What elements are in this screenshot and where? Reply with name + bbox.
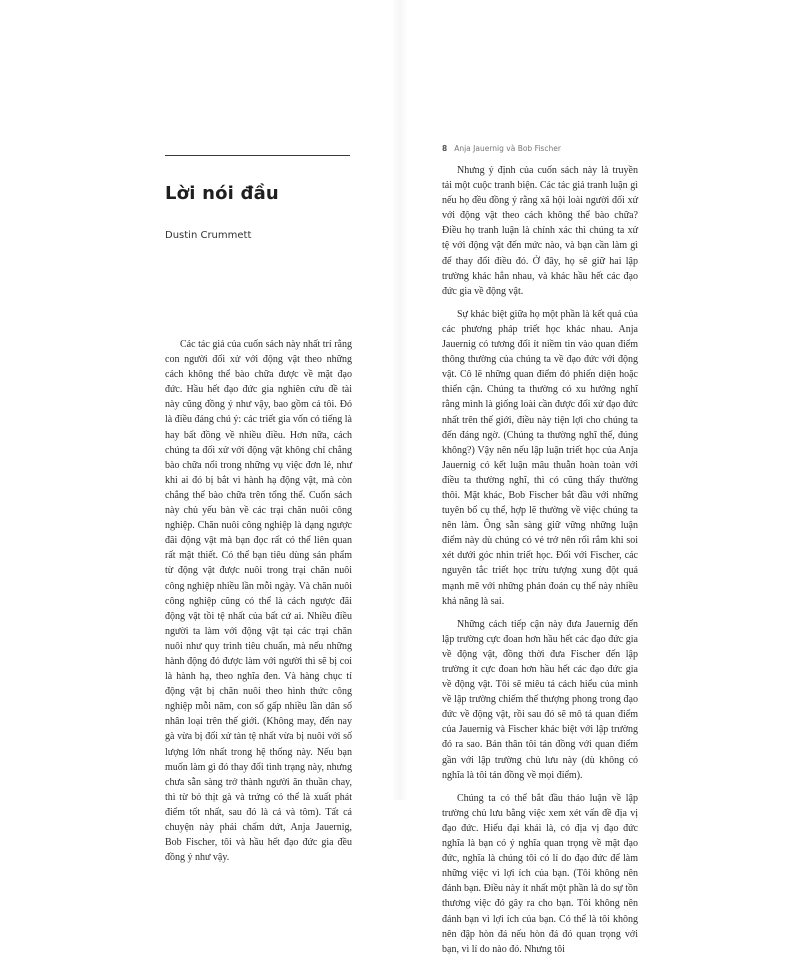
left-body-text [165,337,352,865]
paragraph: Chúng ta có thể bắt đầu thảo luận về lập trường chủ lưu bằng việc xem xét vấn đề địa vị đạo đức. Hiểu đại khái là, có địa vị đạo đức nghĩa là bạn có ý nghĩa quan trọng về mặt đạo đức, nghĩa là chúng tôi có lí do đạo đức để làm những việc vì lợi ích của bạn. (Tôi không nên đánh bạn. Điều này ít nhất một phần là do sự tồn thương việc đó gây ra cho bạn. Tôi không nên đánh bạn vì lợi ích của bạn. Có thể là tôi không nên đập hòn đá nếu hòn đá đó quan trọng với bạn, vì lí do nào đó. Nhưng tôi [442,792,638,955]
paragraph: Những cách tiếp cận này đưa Jauernig đến lập trường cực đoan hơn hầu hết các đạo đức gia về động vật, đồng thời đưa Fischer đến lập trường ít cực đoan hơn hầu hết các đạo đức gia về động vật. Tôi sẽ miêu tả cách hiểu của mình về lập trường chiếm thế thượng phong trong đạo đức về động vật, rồi sau đó sẽ mô tả quan điểm của Jauernig và Fischer khác biệt với lập trường đó ra sao. Bản thân tôi tán đồng với quan điểm gần với lập trường chủ lưu này (dù không có nghĩa là tôi tán đồng về mọi điểm). [442,618,638,781]
left-page [0,0,400,864]
paragraph: Các tác giả của cuốn sách này nhất trí rằng con người đối xử với động vật theo những cách không thể bào chữa được về mặt đạo đức. Hầu hết đạo đức gia nghiên cứu đề tài này cũng đồng ý như vậy, bao gồm cả tôi. Đó là điều đáng chú ý: các triết gia vốn có tiếng là hay bất đồng về nhiều điều. Hơn nữa, cách chúng ta đối xử với động vật không chỉ chẳng bào chữa nổi trong những vụ việc đơn lẻ, như khi ai đó bị bắt vì hành hạ động vật, mà còn chẳng thể bào chữa trên tổng thể. Cuốn sách này chủ yếu bàn về các trại chăn nuôi công nghiệp. Chăn nuôi công nghiệp là dạng ngược đãi động vật mà bạn đọc rất có thể liên quan rất mật thiết. Có thể bạn tiêu dùng sản phẩm từ động vật được nuôi trong trại chăn nuôi công nghiệp nhiều lần mỗi ngày. Và chăn nuôi công nghiệp cũng có thể là cách ngược đãi động vật tồi tệ nhất của bất cứ ai. Nhiều điều người ta làm với động vật tại các trại chăn nuôi như quy trình tiêu chuẩn, mà nếu những hành động đó được làm với người thì sẽ bị coi là hành hạ, theo nghĩa đen. Và hàng chục tỉ động vật bị chăn nuôi theo hình thức công nghiệp mỗi năm, con số gấp nhiều lần dân số nhân loại trên thế giới. (Không may, đến nay gà vừa bị đối xử tàn tệ nhất vừa bị nuôi với số lượng lớn nhất trong hệ thống này. Nếu bạn muốn làm gì đó thay đổi tình trạng này, nhưng chưa sẵn sàng trở thành người ăn thuần chay, thì từ bỏ thịt gà và trứng có thể là xuất phát điểm tốt nhất, sau đó là cá và tôm). Tất cả chuyện này phải chấm dứt, Anja Jauernig, Bob Fischer, tôi và hầu hết đạo đức gia đều đồng ý như vậy. [165,339,352,864]
chapter-author: Dustin Crummett [165,230,252,241]
title-rule [165,155,350,156]
page-number: 8 [442,144,448,153]
paragraph: Nhưng ý định của cuốn sách này là truyền tải một cuộc tranh biện. Các tác giả tranh luận gì nếu họ đều đồng ý rằng xã hội loài người đối xử với động vật theo cách không thể bào chữa? Điều họ tranh luận là chính xác thì chúng ta xử tệ với động vật đến mức nào, và bạn cần làm gì để thay đổi điều đó. Ở đây, họ sẽ giữ hai lập trường khác hẳn nhau, và khác hầu hết các đạo đức gia về động vật. [442,165,638,297]
right-page [400,0,800,955]
running-head [442,144,561,153]
running-head-text: Anja Jauernig và Bob Fischer [454,144,561,153]
chapter-title: Lời nói đầu [165,183,279,204]
paragraph: Sự khác biệt giữa họ một phần là kết quả của các phương pháp triết học khác nhau. Anja Jauernig có tương đối ít niềm tin vào quan điểm thông thường của chúng ta về đạo đức với động vật. Cô lẽ những quan điểm đó phiến diện hoặc thiển cận. Chúng ta thường có xu hướng nghĩ rằng mình là giống loài cần được đối xử đạo đức nhất trên thế giới, điều này tiện lợi cho chúng ta đến đáng ngờ. (Chúng ta thường nghĩ thế, đúng không?) Vậy nên nếu lập luận triết học của Anja Jauernig có kết luận mâu thuẫn hoàn toàn với điều ta thường nghĩ, thì có cũng thấy thường thôi. Mặt khác, Bob Fischer bắt đầu với những tuyên bố cụ thể, hợp lẽ thường về việc chúng ta nên làm. Ông sẵn sàng giữ vững những luận điểm này dù chúng có vẻ trở nên rối rắm khi soi xét dưới góc nhìn triết học. Đối với Fischer, các nguyên tắc triết học trừu tượng xung đột quá mạnh mẽ với những phán đoán cụ thể này nhiều khả năng là sai. [442,308,638,607]
right-body-text [442,163,638,957]
